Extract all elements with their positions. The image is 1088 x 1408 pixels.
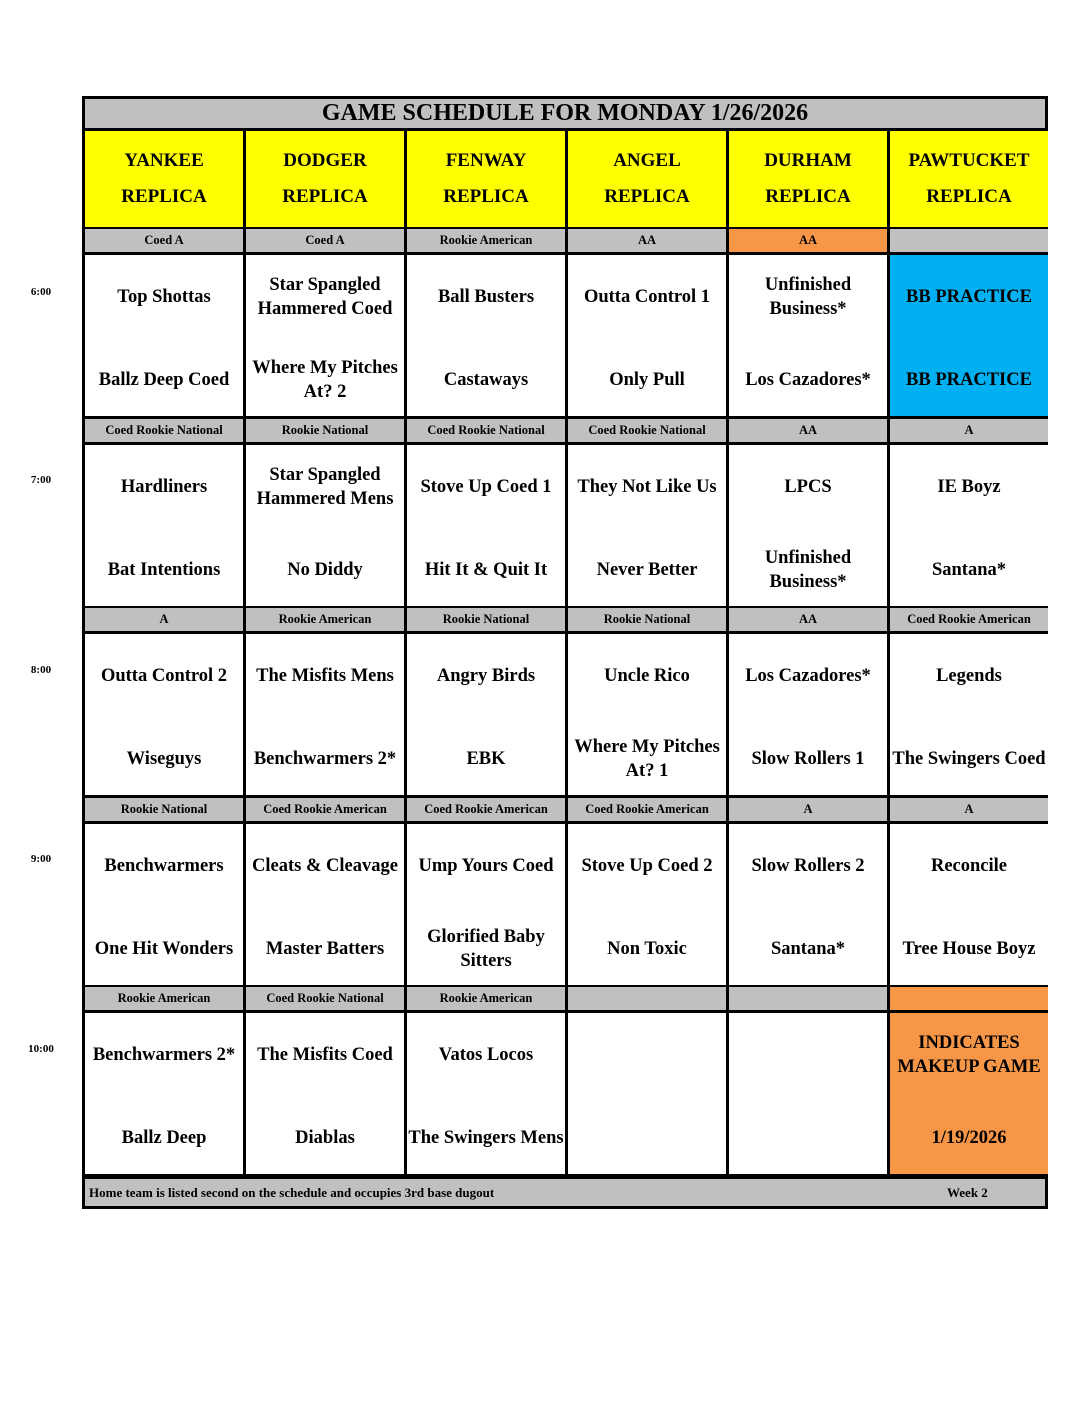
home-team: Only Pull	[609, 370, 685, 390]
game-cell	[407, 824, 565, 985]
division-label: Coed A	[85, 229, 243, 252]
home-team: Santana*	[770, 939, 846, 959]
home-team: Where My Pitches At? 2	[252, 358, 398, 402]
division-label: Coed A	[246, 229, 404, 252]
game-cell	[729, 1013, 887, 1174]
time-label: 10:00	[28, 1043, 54, 1055]
game-cell	[729, 634, 887, 795]
home-team: Los Cazadores*	[745, 370, 871, 390]
game-cell	[407, 255, 565, 416]
game-cell	[890, 1013, 1048, 1174]
game-cell	[407, 634, 565, 795]
home-team: Master Batters	[265, 939, 385, 959]
field-name: YANKEE	[124, 150, 204, 171]
home-team: Hit It & Quit It	[424, 560, 548, 580]
away-team: Ball Busters	[437, 287, 535, 307]
game-cell	[568, 824, 726, 985]
division-label: AA	[729, 229, 887, 252]
time-label: 9:00	[30, 853, 52, 865]
division-label	[890, 229, 1048, 252]
division-label: Rookie National	[85, 798, 243, 821]
division-label: Coed Rookie American	[568, 798, 726, 821]
time-label: 7:00	[30, 474, 52, 486]
game-cell	[568, 445, 726, 606]
home-team: Benchwarmers 2*	[253, 749, 397, 769]
game-cell	[729, 824, 887, 985]
game-cell	[85, 824, 243, 985]
field-subtitle: REPLICA	[443, 186, 529, 207]
division-label: Coed Rookie National	[246, 987, 404, 1010]
away-team: The Misfits Mens	[256, 666, 394, 686]
game-cell	[246, 255, 404, 416]
field-header-yankee	[85, 131, 243, 227]
game-cell	[85, 634, 243, 795]
away-team: Benchwarmers 2*	[92, 1045, 236, 1065]
away-team: Slow Rollers 2	[751, 856, 865, 876]
game-cell	[85, 1013, 243, 1174]
game-cell	[407, 1013, 565, 1174]
game-cell	[85, 255, 243, 416]
away-team: Cleats & Cleavage	[252, 856, 398, 876]
field-header-fenway	[407, 131, 565, 227]
home-team: Never Better	[596, 560, 698, 580]
schedule-title: GAME SCHEDULE FOR MONDAY 1/26/2026	[85, 99, 1045, 131]
away-team: Uncle Rico	[604, 666, 690, 686]
away-team: Legends	[936, 666, 1002, 686]
field-name: ANGEL	[613, 150, 681, 171]
division-label: A	[729, 798, 887, 821]
field-name: DURHAM	[764, 150, 852, 171]
division-label: Rookie National	[568, 608, 726, 631]
time-label: 6:00	[30, 286, 52, 298]
home-team: Wiseguys	[126, 749, 202, 769]
home-team: 1/19/2026	[931, 1128, 1007, 1148]
home-team: BB PRACTICE	[906, 370, 1032, 390]
away-team: Star Spangled Hammered Coed	[257, 275, 393, 319]
home-team	[568, 1106, 726, 1170]
home-team: Castaways	[443, 370, 529, 390]
game-cell	[890, 255, 1048, 416]
home-team: The Swingers Mens	[408, 1128, 564, 1148]
game-cell	[246, 1013, 404, 1174]
home-team: The Swingers Coed	[892, 749, 1046, 769]
home-team: No Diddy	[287, 560, 363, 580]
away-team: Benchwarmers	[104, 856, 224, 876]
away-team: Stove Up Coed 2	[581, 856, 713, 876]
division-label	[890, 987, 1048, 1010]
game-cell	[85, 445, 243, 606]
away-team: Los Cazadores*	[745, 666, 871, 686]
away-team: BB PRACTICE	[906, 287, 1032, 307]
away-team: Reconcile	[930, 856, 1008, 876]
away-team	[568, 1023, 726, 1087]
division-label: Coed Rookie National	[85, 419, 243, 442]
away-team: Stove Up Coed 1	[420, 477, 552, 497]
home-team: Slow Rollers 1	[751, 749, 865, 769]
division-label: Coed Rookie American	[890, 608, 1048, 631]
away-team: Vatos Locos	[438, 1045, 534, 1065]
home-team: Unfinished Business*	[764, 548, 852, 592]
game-cell	[890, 824, 1048, 985]
away-team: The Misfits Coed	[257, 1045, 393, 1065]
game-cell	[568, 1013, 726, 1174]
field-name: DODGER	[283, 150, 367, 171]
away-team: IE Boyz	[937, 477, 1001, 497]
home-team: Non Toxic	[607, 939, 687, 959]
game-cell	[246, 634, 404, 795]
field-header-durham	[729, 131, 887, 227]
away-team: Angry Birds	[436, 666, 536, 686]
field-subtitle: REPLICA	[604, 186, 690, 207]
field-name: PAWTUCKET	[908, 150, 1030, 171]
away-team: Top Shottas	[117, 287, 211, 307]
division-label: Coed Rookie American	[407, 798, 565, 821]
schedule-table	[82, 96, 1048, 1209]
game-cell	[246, 445, 404, 606]
home-team: Where My Pitches At? 1	[574, 737, 720, 781]
division-label	[729, 987, 887, 1010]
field-header-dodger	[246, 131, 404, 227]
away-team: Ump Yours Coed	[418, 856, 554, 876]
away-team: Unfinished Business*	[764, 275, 852, 319]
game-cell	[568, 634, 726, 795]
field-subtitle: REPLICA	[765, 186, 851, 207]
division-label: AA	[568, 229, 726, 252]
home-team: Ballz Deep	[121, 1128, 207, 1148]
division-label: Rookie American	[407, 229, 565, 252]
division-label: Rookie American	[407, 987, 565, 1010]
time-column	[0, 0, 82, 1408]
field-name: FENWAY	[445, 150, 527, 171]
division-label: Coed Rookie National	[568, 419, 726, 442]
division-label: Rookie American	[85, 987, 243, 1010]
away-team: INDICATES MAKEUP GAME	[897, 1033, 1041, 1077]
division-label: AA	[729, 419, 887, 442]
division-label: A	[890, 419, 1048, 442]
field-subtitle: REPLICA	[926, 186, 1012, 207]
schedule-footer	[85, 1176, 1045, 1206]
field-header-pawtucket	[890, 131, 1048, 227]
game-cell	[729, 255, 887, 416]
division-label: Coed Rookie American	[246, 798, 404, 821]
division-label: A	[890, 798, 1048, 821]
home-team: Ballz Deep Coed	[98, 370, 230, 390]
week-label: Week 2	[947, 1185, 988, 1200]
away-team: LPCS	[784, 477, 832, 497]
game-cell	[568, 255, 726, 416]
away-team: Outta Control 1	[583, 287, 711, 307]
home-team: EBK	[466, 749, 506, 769]
time-label: 8:00	[30, 664, 52, 676]
field-subtitle: REPLICA	[121, 186, 207, 207]
home-team: Diablas	[295, 1128, 355, 1148]
home-team: One Hit Wonders	[94, 939, 234, 959]
game-cell	[407, 445, 565, 606]
game-cell	[890, 634, 1048, 795]
away-team	[729, 1023, 887, 1087]
home-team: Santana*	[931, 560, 1007, 580]
away-team: Hardliners	[120, 477, 208, 497]
field-header-angel	[568, 131, 726, 227]
away-team: Outta Control 2	[100, 666, 228, 686]
away-team: Star Spangled Hammered Mens	[256, 465, 394, 509]
game-cell	[246, 824, 404, 985]
home-team	[729, 1106, 887, 1170]
division-label: Coed Rookie National	[407, 419, 565, 442]
home-team: Glorified Baby Sitters	[427, 927, 545, 971]
home-team: Tree House Boyz	[902, 939, 1036, 959]
away-team: They Not Like Us	[577, 477, 717, 497]
division-label: A	[85, 608, 243, 631]
division-label: Rookie National	[407, 608, 565, 631]
division-label	[568, 987, 726, 1010]
field-subtitle: REPLICA	[282, 186, 368, 207]
home-team: Bat Intentions	[107, 560, 221, 580]
game-cell	[729, 445, 887, 606]
division-label: AA	[729, 608, 887, 631]
division-label: Rookie American	[246, 608, 404, 631]
footer-note: Home team is listed second on the schedule and occupies 3rd base dugout	[89, 1185, 495, 1200]
division-label: Rookie National	[246, 419, 404, 442]
game-cell	[890, 445, 1048, 606]
